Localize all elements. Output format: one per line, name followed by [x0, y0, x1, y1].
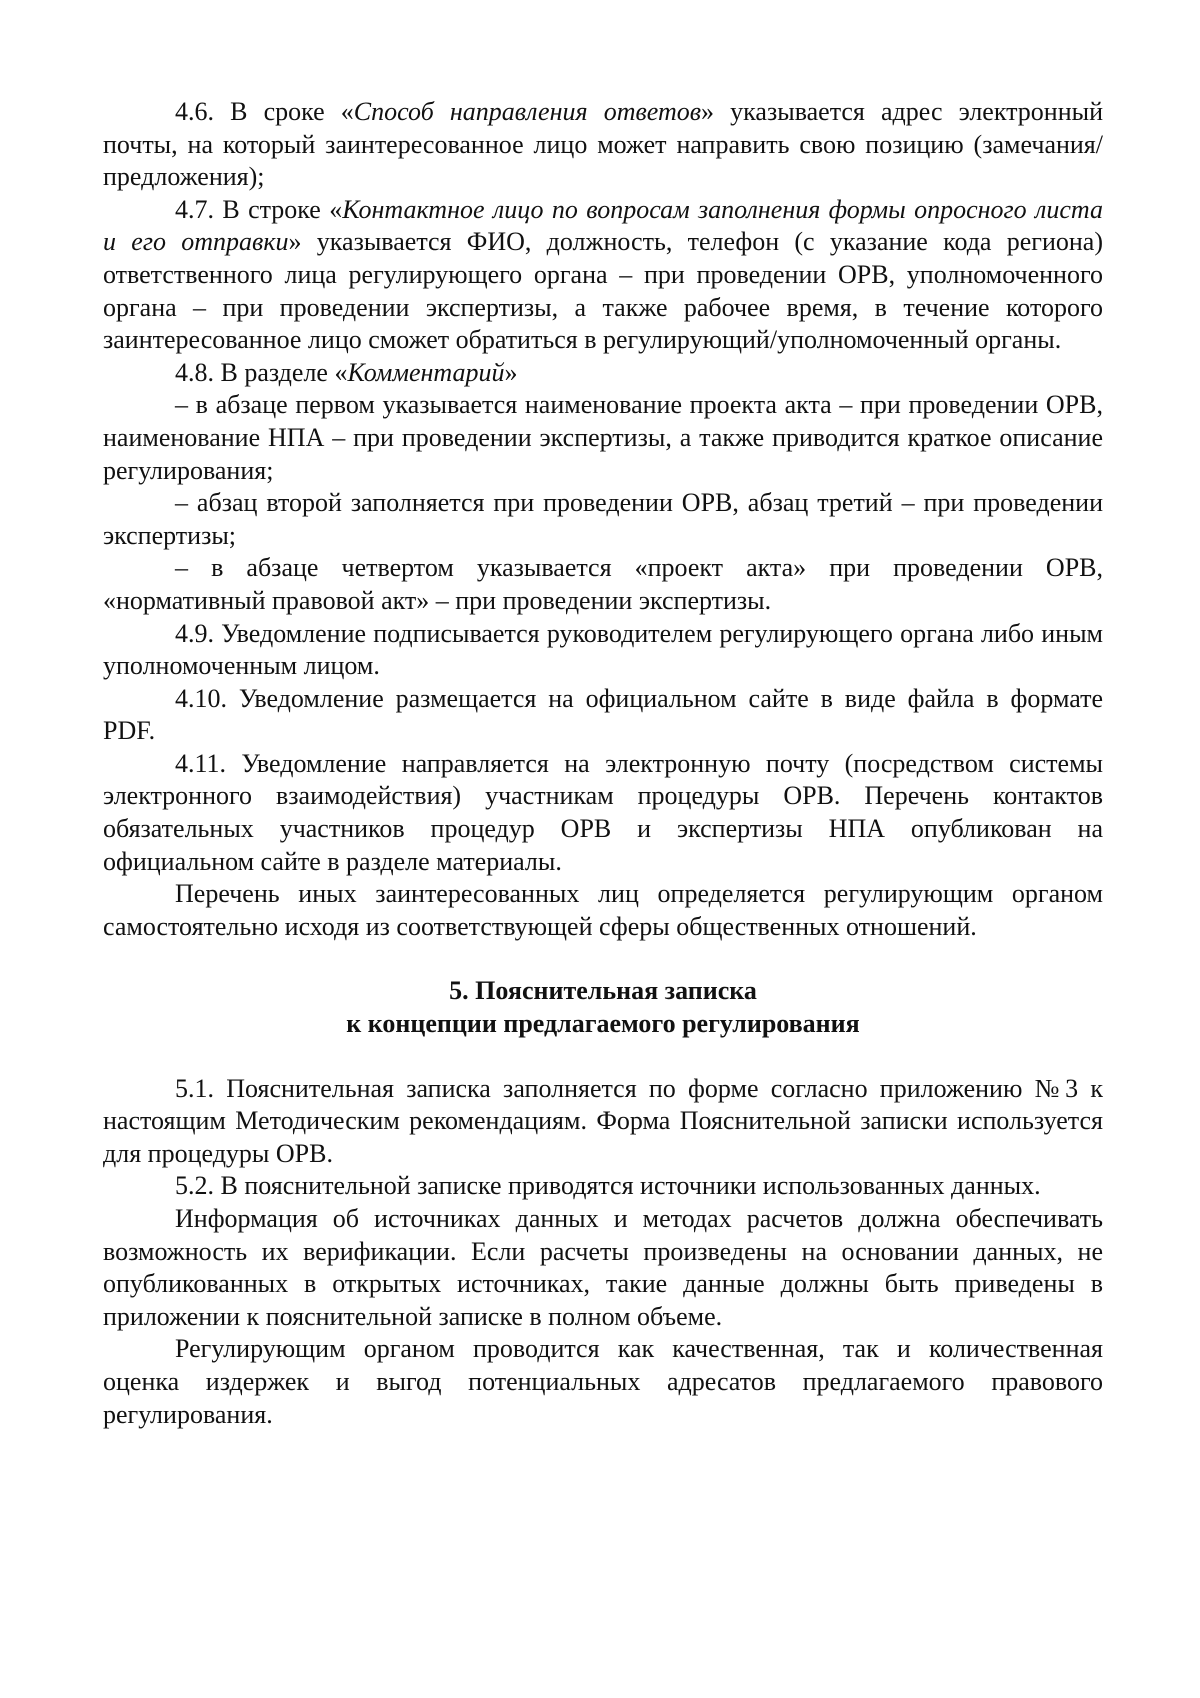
paragraph-4-8-item-3: – в абзаце четвертом указывается «проект акта» при проведении ОРВ, «нормативный правовой акт» – при проведении экспертизы.	[103, 553, 1103, 615]
document-page	[103, 96, 1103, 1431]
paragraph-5-2: 5.2. В пояснительной записке приводятся источники использованных данных.	[175, 1171, 1041, 1201]
paragraph-4-6-italic: Способ направления ответов	[353, 97, 702, 126]
paragraph-4-6	[103, 96, 1103, 194]
section-5-heading	[103, 975, 1103, 1040]
paragraph-5-1: 5.1. Пояснительная записка заполняется по форме согласно приложению №3 к настоящим Методическим рекомендациям. Форма Пояснительной записки используется для процедуры ОРВ.	[103, 1073, 1103, 1168]
paragraph-4-8-rest: »	[504, 357, 518, 387]
paragraph-4-8-item-1: – в абзаце первом указывается наименование проекта акта – при проведении ОРВ, наименование НПА – при проведении экспертизы, а также приводится краткое описание регулирования;	[103, 390, 1103, 485]
paragraph-4-7-italic: Контактное лицо по вопросам заполнения формы опросного листа и его отправки	[103, 194, 1103, 257]
paragraph-4-9: 4.9. Уведомление подписывается руководителем регулирующего органа либо иным уполномоченным лицом.	[103, 618, 1103, 681]
paragraph-4-8-item-2: – абзац второй заполняется при проведении ОРВ, абзац третий – при проведении экспертизы;	[103, 488, 1103, 550]
section-5-heading-line-2: к концепции предлагаемого регулирования	[346, 1009, 860, 1039]
paragraph-4-7-rest: » указывается ФИО, должность, телефон (с указание кода региона) ответственного лица регулирующего органа – при проведении ОРВ, уполномоченного органа – при проведении экспертизы, а также рабочее время, в течение которого заинтересованное лицо сможет обратиться в регулирующий/уполномоченный органы.	[103, 227, 1103, 355]
paragraph-5-2-continuation-2: Регулирующим органом проводится как качественная, так и количественная оценка издержек и выгод потенциальных адресатов предлагаемого правового регулирования.	[103, 1334, 1103, 1429]
paragraph-5-2-continuation-1: Информация об источниках данных и методах расчетов должна обеспечивать возможность их верификации. Если расчеты произведены на основании данных, не опубликованных в открытых источниках, такие данные должны быть приведены в приложении к пояснительной записке в полном объеме.	[103, 1204, 1103, 1331]
paragraph-4-10: 4.10. Уведомление размещается на официальном сайте в виде файла в формате PDF.	[103, 683, 1103, 746]
paragraph-4-6-lead: 4.6. В сроке «	[175, 97, 354, 126]
paragraph-4-11-continuation: Перечень иных заинтересованных лиц определяется регулирующим органом самостоятельно исходя из соответствующей сферы общественных отношений.	[103, 879, 1103, 941]
paragraph-4-11: 4.11. Уведомление направляется на электронную почту (посредством системы электронного взаимодействия) участникам процедуры ОРВ. Перечень контактов обязательных участников процедур ОРВ и экспертизы НПА опубликован на официальном сайте в разделе материалы.	[103, 748, 1103, 876]
paragraph-4-6-rest: » указывается адрес электронный почты, на который заинтересованное лицо может направить свою позицию (замечания/предложения);	[103, 97, 1104, 192]
paragraph-4-8	[103, 357, 1103, 390]
section-5-heading-line-1: 5. Пояснительная записка	[449, 976, 757, 1006]
paragraph-4-7	[103, 194, 1103, 357]
paragraph-4-8-italic: Комментарий	[347, 357, 505, 387]
paragraph-4-8-lead: 4.8. В разделе «	[175, 357, 348, 387]
paragraph-4-7-lead: 4.7. В строке «	[175, 194, 343, 224]
